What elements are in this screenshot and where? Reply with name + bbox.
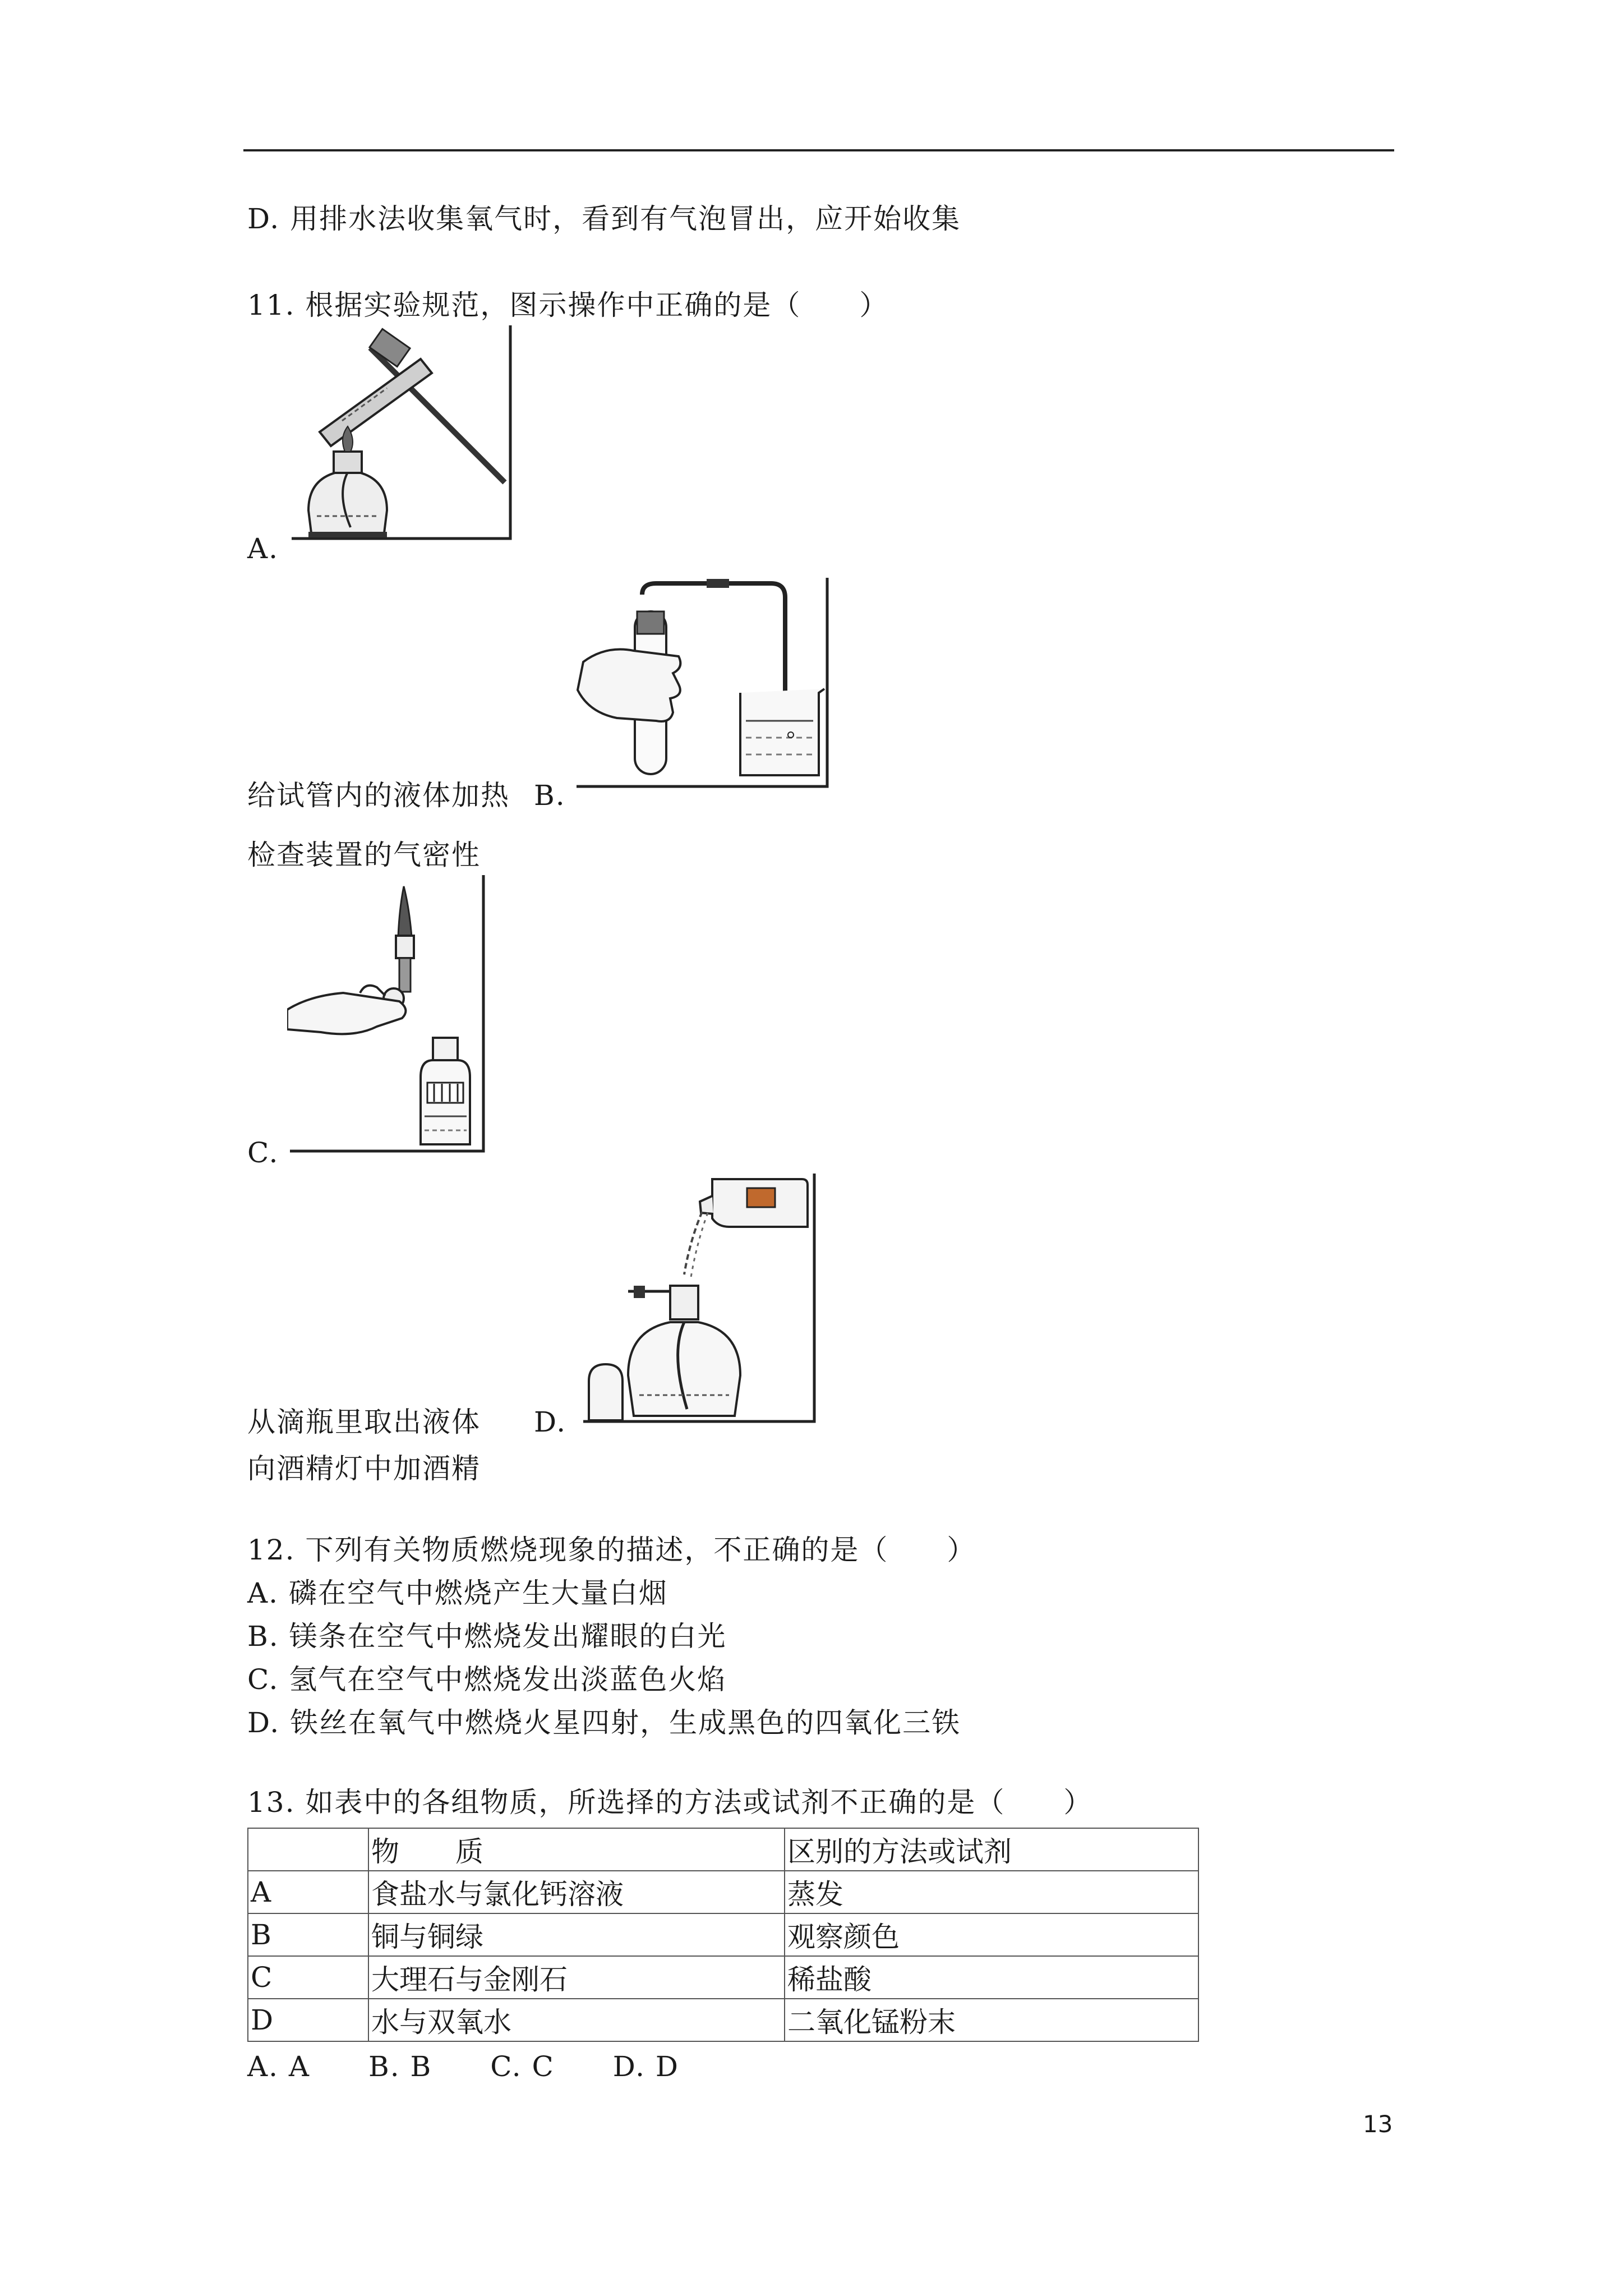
q11-c-caption: 从滴瓶里取出液体 xyxy=(247,1406,481,1438)
table-header-cell xyxy=(248,1828,368,1871)
figure-d-adding-alcohol xyxy=(572,1174,819,1426)
table-cell: 二氧化锰粉末 xyxy=(785,1999,1198,2041)
table-row xyxy=(248,1999,1198,2041)
q11-b-letter: B. xyxy=(534,779,566,812)
table-cell: 铜与铜绿 xyxy=(368,1913,785,1956)
q13-answer-options: A. A B. B C. C D. D xyxy=(247,2050,679,2083)
table-row xyxy=(248,1956,1198,1999)
q13-stem: 13. 如表中的各组物质，所选择的方法或试剂不正确的是（ ） xyxy=(247,1786,1093,1819)
table-row xyxy=(248,1871,1198,1913)
q11-c-letter: C. xyxy=(247,1137,279,1169)
table-header-cell: 区别的方法或试剂 xyxy=(785,1828,1198,1871)
q12-option-a: A. 磷在空气中燃烧产生大量白烟 xyxy=(247,1577,668,1609)
table-row xyxy=(248,1913,1198,1956)
table-header-row xyxy=(248,1828,1198,1871)
table-cell: 稀盐酸 xyxy=(785,1956,1198,1999)
q11-a-letter: A. xyxy=(247,532,279,565)
table-cell: 水与双氧水 xyxy=(368,1999,785,2041)
q12-option-d: D. 铁丝在氧气中燃烧火星四射，生成黑色的四氧化三铁 xyxy=(247,1706,961,1739)
header-rule xyxy=(243,149,1394,151)
q12-option-c: C. 氢气在空气中燃烧发出淡蓝色火焰 xyxy=(247,1663,727,1696)
table-cell: 食盐水与氯化钙溶液 xyxy=(368,1871,785,1913)
table-cell: B xyxy=(248,1913,368,1956)
q11-stem: 11. 根据实验规范，图示操作中正确的是（ ） xyxy=(247,289,889,321)
figure-b-airtightness-check xyxy=(572,578,830,791)
q12-stem: 12. 下列有关物质燃烧现象的描述，不正确的是（ ） xyxy=(247,1534,976,1566)
page-number: 13 xyxy=(1363,2110,1393,2138)
q13-table xyxy=(247,1828,1199,2042)
q11-b-caption: 检查装置的气密性 xyxy=(247,839,481,871)
q11-d-letter: D. xyxy=(534,1406,567,1438)
q10-option-d: D. 用排水法收集氧气时，看到有气泡冒出，应开始收集 xyxy=(247,203,961,235)
figure-c-dropper-bottle xyxy=(287,875,489,1156)
figure-a-heating-test-tube xyxy=(286,325,516,544)
table-cell: D xyxy=(248,1999,368,2041)
q12-option-b: B. 镁条在空气中燃烧发出耀眼的白光 xyxy=(247,1620,727,1653)
q11-d-caption: 向酒精灯中加酒精 xyxy=(247,1452,481,1485)
table-cell: 蒸发 xyxy=(785,1871,1198,1913)
table-cell: 大理石与金刚石 xyxy=(368,1956,785,1999)
q11-a-caption: 给试管内的液体加热 xyxy=(247,779,510,812)
table-cell: 观察颜色 xyxy=(785,1913,1198,1956)
table-cell: A xyxy=(248,1871,368,1913)
table-cell: C xyxy=(248,1956,368,1999)
table-header-cell: 物 质 xyxy=(368,1828,785,1871)
